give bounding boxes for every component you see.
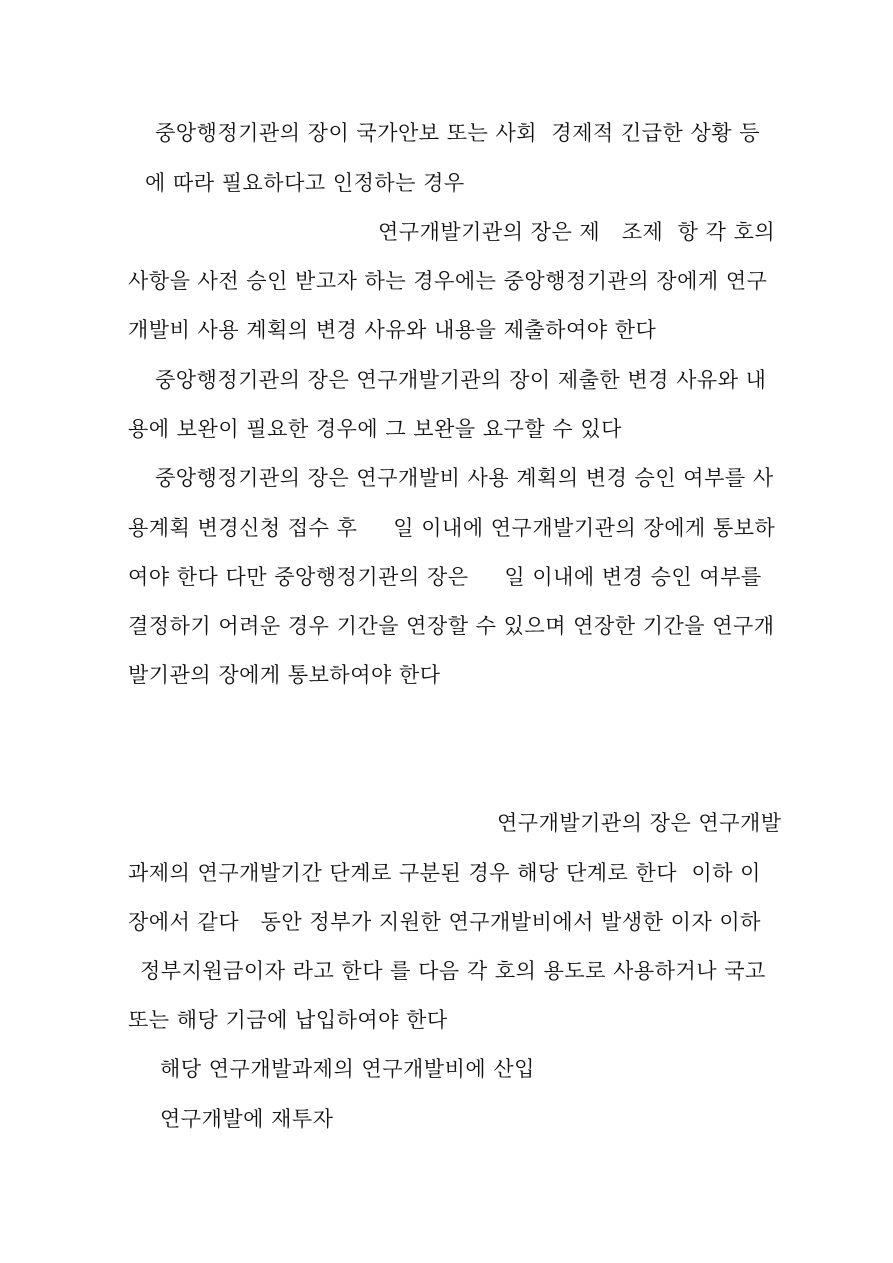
- paragraph-line: 중앙행정기관의 장은 연구개발기관의 장이 제출한 변경 사유와 내: [155, 368, 767, 392]
- paragraph-line: 결정하기 어려운 경우 기간을 연장할 수 있으며 연장한 기간을 연구개: [128, 614, 775, 638]
- list-item: 연구개발에 재투자: [160, 1107, 334, 1131]
- paragraph-line: 용에 보완이 필요한 경우에 그 보완을 요구할 수 있다: [128, 417, 622, 441]
- paragraph-line: 정부지원금이자 라고 한다 를 다음 각 호의 용도로 사용하거나 국고: [140, 959, 766, 983]
- paragraph-line: 또는 해당 기금에 납입하여야 한다: [128, 1008, 448, 1032]
- paragraph-line: 중앙행정기관의 장이 국가안보 또는 사회 경제적 긴급한 상황 등: [155, 121, 761, 145]
- list-item: 해당 연구개발과제의 연구개발비에 산입: [160, 1057, 535, 1081]
- paragraph-line: 발기관의 장에게 통보하여야 한다: [128, 663, 441, 687]
- paragraph-line: 사항을 사전 승인 받고자 하는 경우에는 중앙행정기관의 장에게 연구: [128, 269, 768, 293]
- paragraph-line: 중앙행정기관의 장은 연구개발비 사용 계획의 변경 승인 여부를 사: [155, 466, 774, 490]
- paragraph-line: 용계획 변경신청 접수 후 일 이내에 연구개발기관의 장에게 통보하: [128, 516, 776, 540]
- paragraph-line: 장에서 같다 동안 정부가 지원한 연구개발비에서 발생한 이자 이하: [128, 910, 761, 934]
- paragraph-line: 연구개발기관의 장은 제 조제 항 각 호의: [378, 220, 776, 244]
- paragraph-line: 여야 한다 다만 중앙행정기관의 장은 일 이내에 변경 승인 여부를: [128, 565, 762, 589]
- paragraph-line: 개발비 사용 계획의 변경 사유와 내용을 제출하여야 한다: [128, 318, 657, 342]
- paragraph-line: 과제의 연구개발기간 단계로 구분된 경우 해당 단계로 한다 이하 이: [128, 861, 761, 885]
- paragraph-line: 에 따라 필요하다고 인정하는 경우: [145, 171, 465, 195]
- paragraph-line: 연구개발기관의 장은 연구개발: [497, 811, 782, 835]
